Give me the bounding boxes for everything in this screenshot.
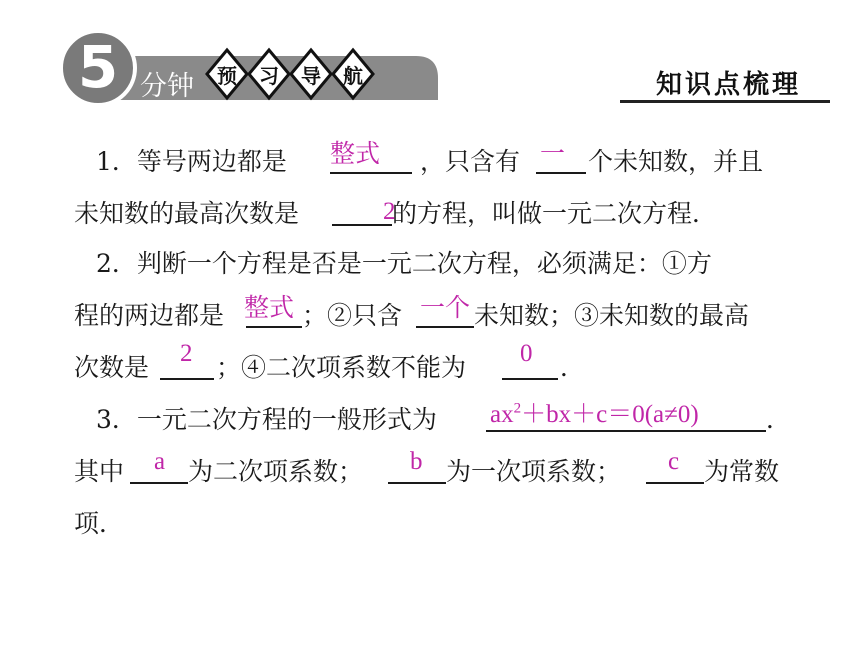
q2-blank-4 <box>502 378 558 380</box>
q1-answer-3: 2 <box>383 198 396 225</box>
q3-answer-1: $ax^2+bx+c=0(a\ne 0)$ <box>490 400 699 428</box>
badge-number: 5 <box>77 33 119 101</box>
q2-text-line1: 2．判断一个方程是否是一元二次方程，必须满足：①方 <box>96 249 712 278</box>
q2-text-b: ；②只含 <box>302 301 403 330</box>
q1-text-a: 1．等号两边都是 <box>96 147 287 176</box>
q3-text-c: 其中 <box>74 457 125 486</box>
q3-text-a: 3．一元二次方程的一般形式为 <box>96 405 437 434</box>
q2-blank-1 <box>246 326 302 328</box>
q3-answer-4: c <box>668 448 680 475</box>
q1-blank-1 <box>330 172 412 174</box>
q2-answer-4: 0 <box>520 340 533 367</box>
q2-text-f: ． <box>560 353 586 382</box>
q1-text-c: 个未知数，并且 <box>588 147 764 176</box>
q1-text-e: 的方程，叫做一元二次方程． <box>392 199 718 228</box>
q1-answer-1: 整式 <box>330 141 381 168</box>
q2-blank-3 <box>160 378 214 380</box>
q3-answer-3: b <box>410 448 423 475</box>
q3-blank-1 <box>486 430 766 432</box>
q3-text-d: 为二次项系数； <box>188 457 364 486</box>
q3-blank-3 <box>388 482 446 484</box>
q2-answer-2: 一个 <box>420 295 471 322</box>
q2-answer-3: 2 <box>180 340 193 367</box>
ribbon-char-4: 航 <box>343 64 363 88</box>
q2-text-c: 未知数；③未知数的最高 <box>474 301 750 330</box>
ribbon-char-1: 预 <box>217 64 237 88</box>
ribbon-char-2: 习 <box>259 64 279 88</box>
q3-blank-2 <box>130 482 188 484</box>
q3-answer-2: a <box>154 448 166 475</box>
q3-text-e: 为一次项系数； <box>446 457 622 486</box>
q1-text-b: ，只含有 <box>420 147 521 176</box>
q2-text-e: ；④二次项系数不能为 <box>216 353 467 382</box>
q3-text-g: 项． <box>74 509 125 538</box>
q1-blank-2 <box>536 172 586 174</box>
minutes-label: 分钟 <box>140 71 194 102</box>
q2-text-d: 次数是 <box>74 353 150 382</box>
q1-text-d: 未知数的最高次数是 <box>74 199 300 228</box>
q3-text-b: ． <box>766 405 792 434</box>
q1-answer-2: 一 <box>540 141 566 168</box>
q2-text-a: 程的两边都是 <box>74 301 225 330</box>
q2-blank-2 <box>416 326 474 328</box>
ribbon-char-3: 导 <box>301 64 321 88</box>
q2-answer-1: 整式 <box>244 295 295 322</box>
q3-text-f: 为常数 <box>704 457 780 486</box>
q3-blank-4 <box>646 482 704 484</box>
section-title: 知识点梳理 <box>656 70 802 100</box>
